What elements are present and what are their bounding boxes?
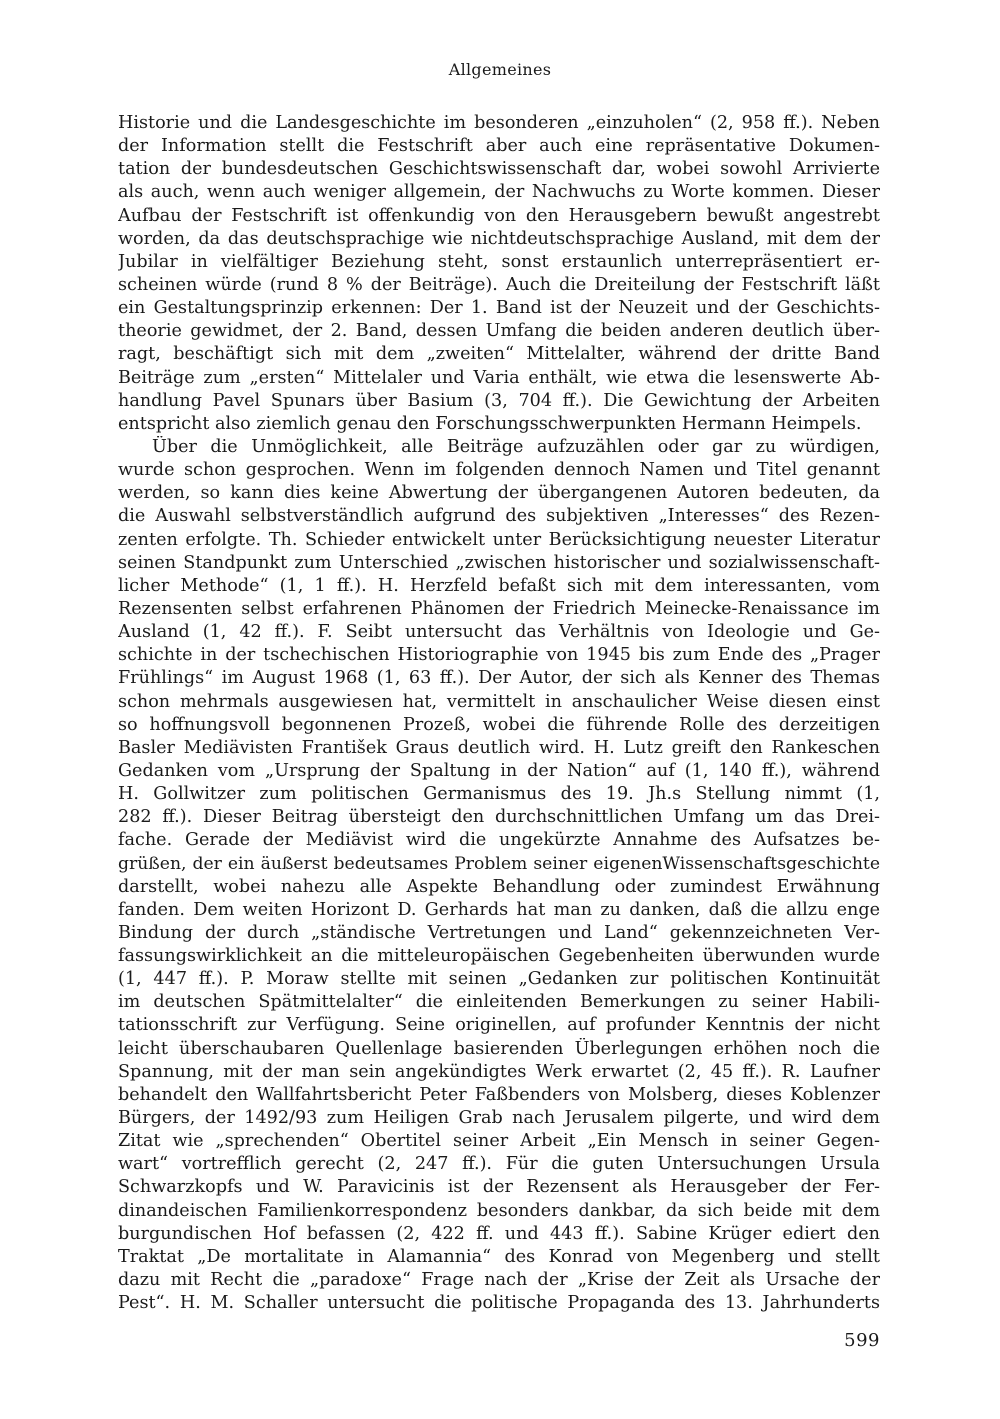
text-line: Spannung, mit der man sein angekündigtes Werk erwartet (2, 45 ff.). R. Laufner — [118, 1061, 880, 1082]
text-line: tationsschrift zur Verfügung. Seine originellen, auf profunder Kenntnis der nicht — [118, 1015, 880, 1036]
text-line: grüßen, der ein äußerst bedeutsames Problem seiner eigenenWissenschaftsgeschichte — [118, 853, 880, 874]
paragraph-1 — [118, 112, 880, 436]
text-line: Ausland (1, 42 ff.). F. Seibt untersucht das Verhältnis von Ideologie und Ge- — [118, 622, 880, 643]
text-line: Rezensenten selbst erfahrenen Phänomen der Friedrich Meinecke-Renaissance im — [118, 598, 880, 619]
text-line: Basler Mediävisten František Graus deutlich wird. H. Lutz greift den Rankeschen — [118, 737, 880, 758]
text-line: leicht überschaubaren Quellenlage basierenden Überlegungen erhöhen noch die — [118, 1038, 880, 1059]
text-line: ein Gestaltungsprinzip erkennen: Der 1. Band ist der Neuzeit und der Geschichts- — [118, 298, 880, 319]
text-line: dinandeischen Familienkorrespondenz besonders dankbar, da sich beide mit dem — [118, 1200, 880, 1221]
text-line: zenten erfolgte. Th. Schieder entwickelt unter Berücksichtigung neuester Literatur — [118, 529, 880, 550]
text-line: wart“ vortrefflich gerecht (2, 247 ff.). Für die guten Untersuchungen Ursula — [118, 1154, 880, 1175]
page-number: 599 — [844, 1330, 880, 1351]
text-line: Jubilar in vielfältiger Beziehung steht, sonst erstaunlich unterrepräsentiert er- — [118, 251, 880, 272]
text-line: 282 ff.). Dieser Beitrag übersteigt den durchschnittlichen Umfang um das Drei- — [118, 807, 880, 828]
body-text — [118, 112, 880, 1315]
text-line: tation der bundesdeutschen Geschichtswissenschaft dar, wobei sowohl Arrivierte — [118, 159, 880, 180]
text-line: licher Methode“ (1, 1 ff.). H. Herzfeld befaßt sich mit dem interessanten, vom — [118, 575, 880, 596]
text-line: werden, so kann dies keine Abwertung der übergangenen Autoren bedeuten, da — [118, 483, 880, 504]
text-line: Gedanken vom „Ursprung der Spaltung in der Nation“ auf (1, 140 ff.), während — [118, 760, 880, 781]
text-line: Bindung der durch „ständische Vertretungen und Land“ gekennzeichneten Ver- — [118, 922, 880, 943]
text-line: ragt, beschäftigt sich mit dem „zweiten“ Mittelalter, während der dritte Band — [118, 344, 880, 365]
text-line: (1, 447 ff.). P. Moraw stellte mit seinen „Gedanken zur politischen Kontinuität — [118, 969, 880, 990]
text-line: Über die Unmöglichkeit, alle Beiträge aufzuzählen oder gar zu würdigen, — [152, 436, 880, 457]
text-line: Bürgers, der 1492/93 zum Heiligen Grab nach Jerusalem pilgerte, und wird dem — [118, 1108, 880, 1129]
text-line: schichte in der tschechischen Historiographie von 1945 bis zum Ende des „Prager — [118, 645, 880, 666]
text-line: fache. Gerade der Mediävist wird die ungekürzte Annahme des Aufsatzes be- — [118, 830, 880, 851]
text-line: schon mehrmals ausgewiesen hat, vermittelt in anschaulicher Weise diesen einst — [118, 691, 880, 712]
text-line: Beiträge zum „ersten“ Mittelaler und Varia enthält, wie etwa die lesenswerte Ab- — [118, 367, 880, 388]
text-line: scheinen würde (rund 8 % der Beiträge). Auch die Dreiteilung der Festschrift läßt — [118, 274, 880, 295]
text-line: Zitat wie „sprechenden“ Obertitel seiner Arbeit „Ein Mensch in seiner Gegen- — [118, 1131, 880, 1152]
text-line: Pest“. H. M. Schaller untersucht die politische Propaganda des 13. Jahrhunderts — [118, 1293, 880, 1314]
text-line: seinen Standpunkt zum Unterschied „zwischen historischer und sozialwissenschaft- — [118, 552, 880, 573]
text-line: burgundischen Hof befassen (2, 422 ff. und 443 ff.). Sabine Krüger ediert den — [118, 1223, 880, 1244]
text-line: wurde schon gesprochen. Wenn im folgenden dennoch Namen und Titel genannt — [118, 460, 880, 481]
text-line: der Information stellt die Festschrift aber auch eine repräsentative Dokumen- — [118, 136, 880, 157]
text-line: Aufbau der Festschrift ist offenkundig von den Herausgebern bewußt angestrebt — [118, 205, 880, 226]
running-head: Allgemeines — [448, 60, 552, 79]
text-line: fassungswirklichkeit an die mitteleuropäischen Gegebenheiten überwunden wurde — [118, 946, 880, 967]
text-line: Schwarzkopfs und W. Paravicinis ist der Rezensent als Herausgeber der Fer- — [118, 1177, 880, 1198]
text-line: fanden. Dem weiten Horizont D. Gerhards hat man zu danken, daß die allzu enge — [118, 899, 880, 920]
text-line: behandelt den Wallfahrtsbericht Peter Faßbenders von Molsberg, dieses Koblenzer — [118, 1084, 880, 1105]
text-line: im deutschen Spätmittelalter“ die einleitenden Bemerkungen zu seiner Habili- — [118, 992, 880, 1013]
text-line: theorie gewidmet, der 2. Band, dessen Umfang die beiden anderen deutlich über- — [118, 321, 880, 342]
text-line: dazu mit Recht die „paradoxe“ Frage nach der „Krise der Zeit als Ursache der — [118, 1270, 880, 1291]
text-line: worden, da das deutschsprachige wie nichtdeutschsprachige Ausland, mit dem der — [118, 228, 880, 249]
text-line: Traktat „De mortalitate in Alamannia“ des Konrad von Megenberg und stellt — [118, 1246, 880, 1267]
text-line: die Auswahl selbstverständlich aufgrund des subjektiven „Interesses“ des Rezen- — [118, 506, 880, 527]
text-line: handlung Pavel Spunars über Basium (3, 704 ff.). Die Gewichtung der Arbeiten — [118, 390, 880, 411]
text-line: so hoffnungsvoll begonnenen Prozeß, wobei die führende Rolle des derzeitigen — [118, 714, 880, 735]
text-line: entspricht also ziemlich genau den Forschungsschwerpunkten Hermann Heimpels. — [118, 413, 862, 434]
text-line: darstellt, wobei nahezu alle Aspekte Behandlung oder zumindest Erwähnung — [118, 876, 880, 897]
text-line: als auch, wenn auch weniger allgemein, der Nachwuchs zu Worte kommen. Dieser — [118, 182, 880, 203]
text-line: Frühlings“ im August 1968 (1, 63 ff.). Der Autor, der sich als Kenner des Themas — [118, 668, 880, 689]
text-line: Historie und die Landesgeschichte im besonderen „einzuholen“ (2, 958 ff.). Neben — [118, 113, 880, 133]
paragraph-2 — [118, 436, 880, 1315]
text-line: H. Gollwitzer zum politischen Germanismus des 19. Jh.s Stellung nimmt (1, — [118, 784, 880, 805]
